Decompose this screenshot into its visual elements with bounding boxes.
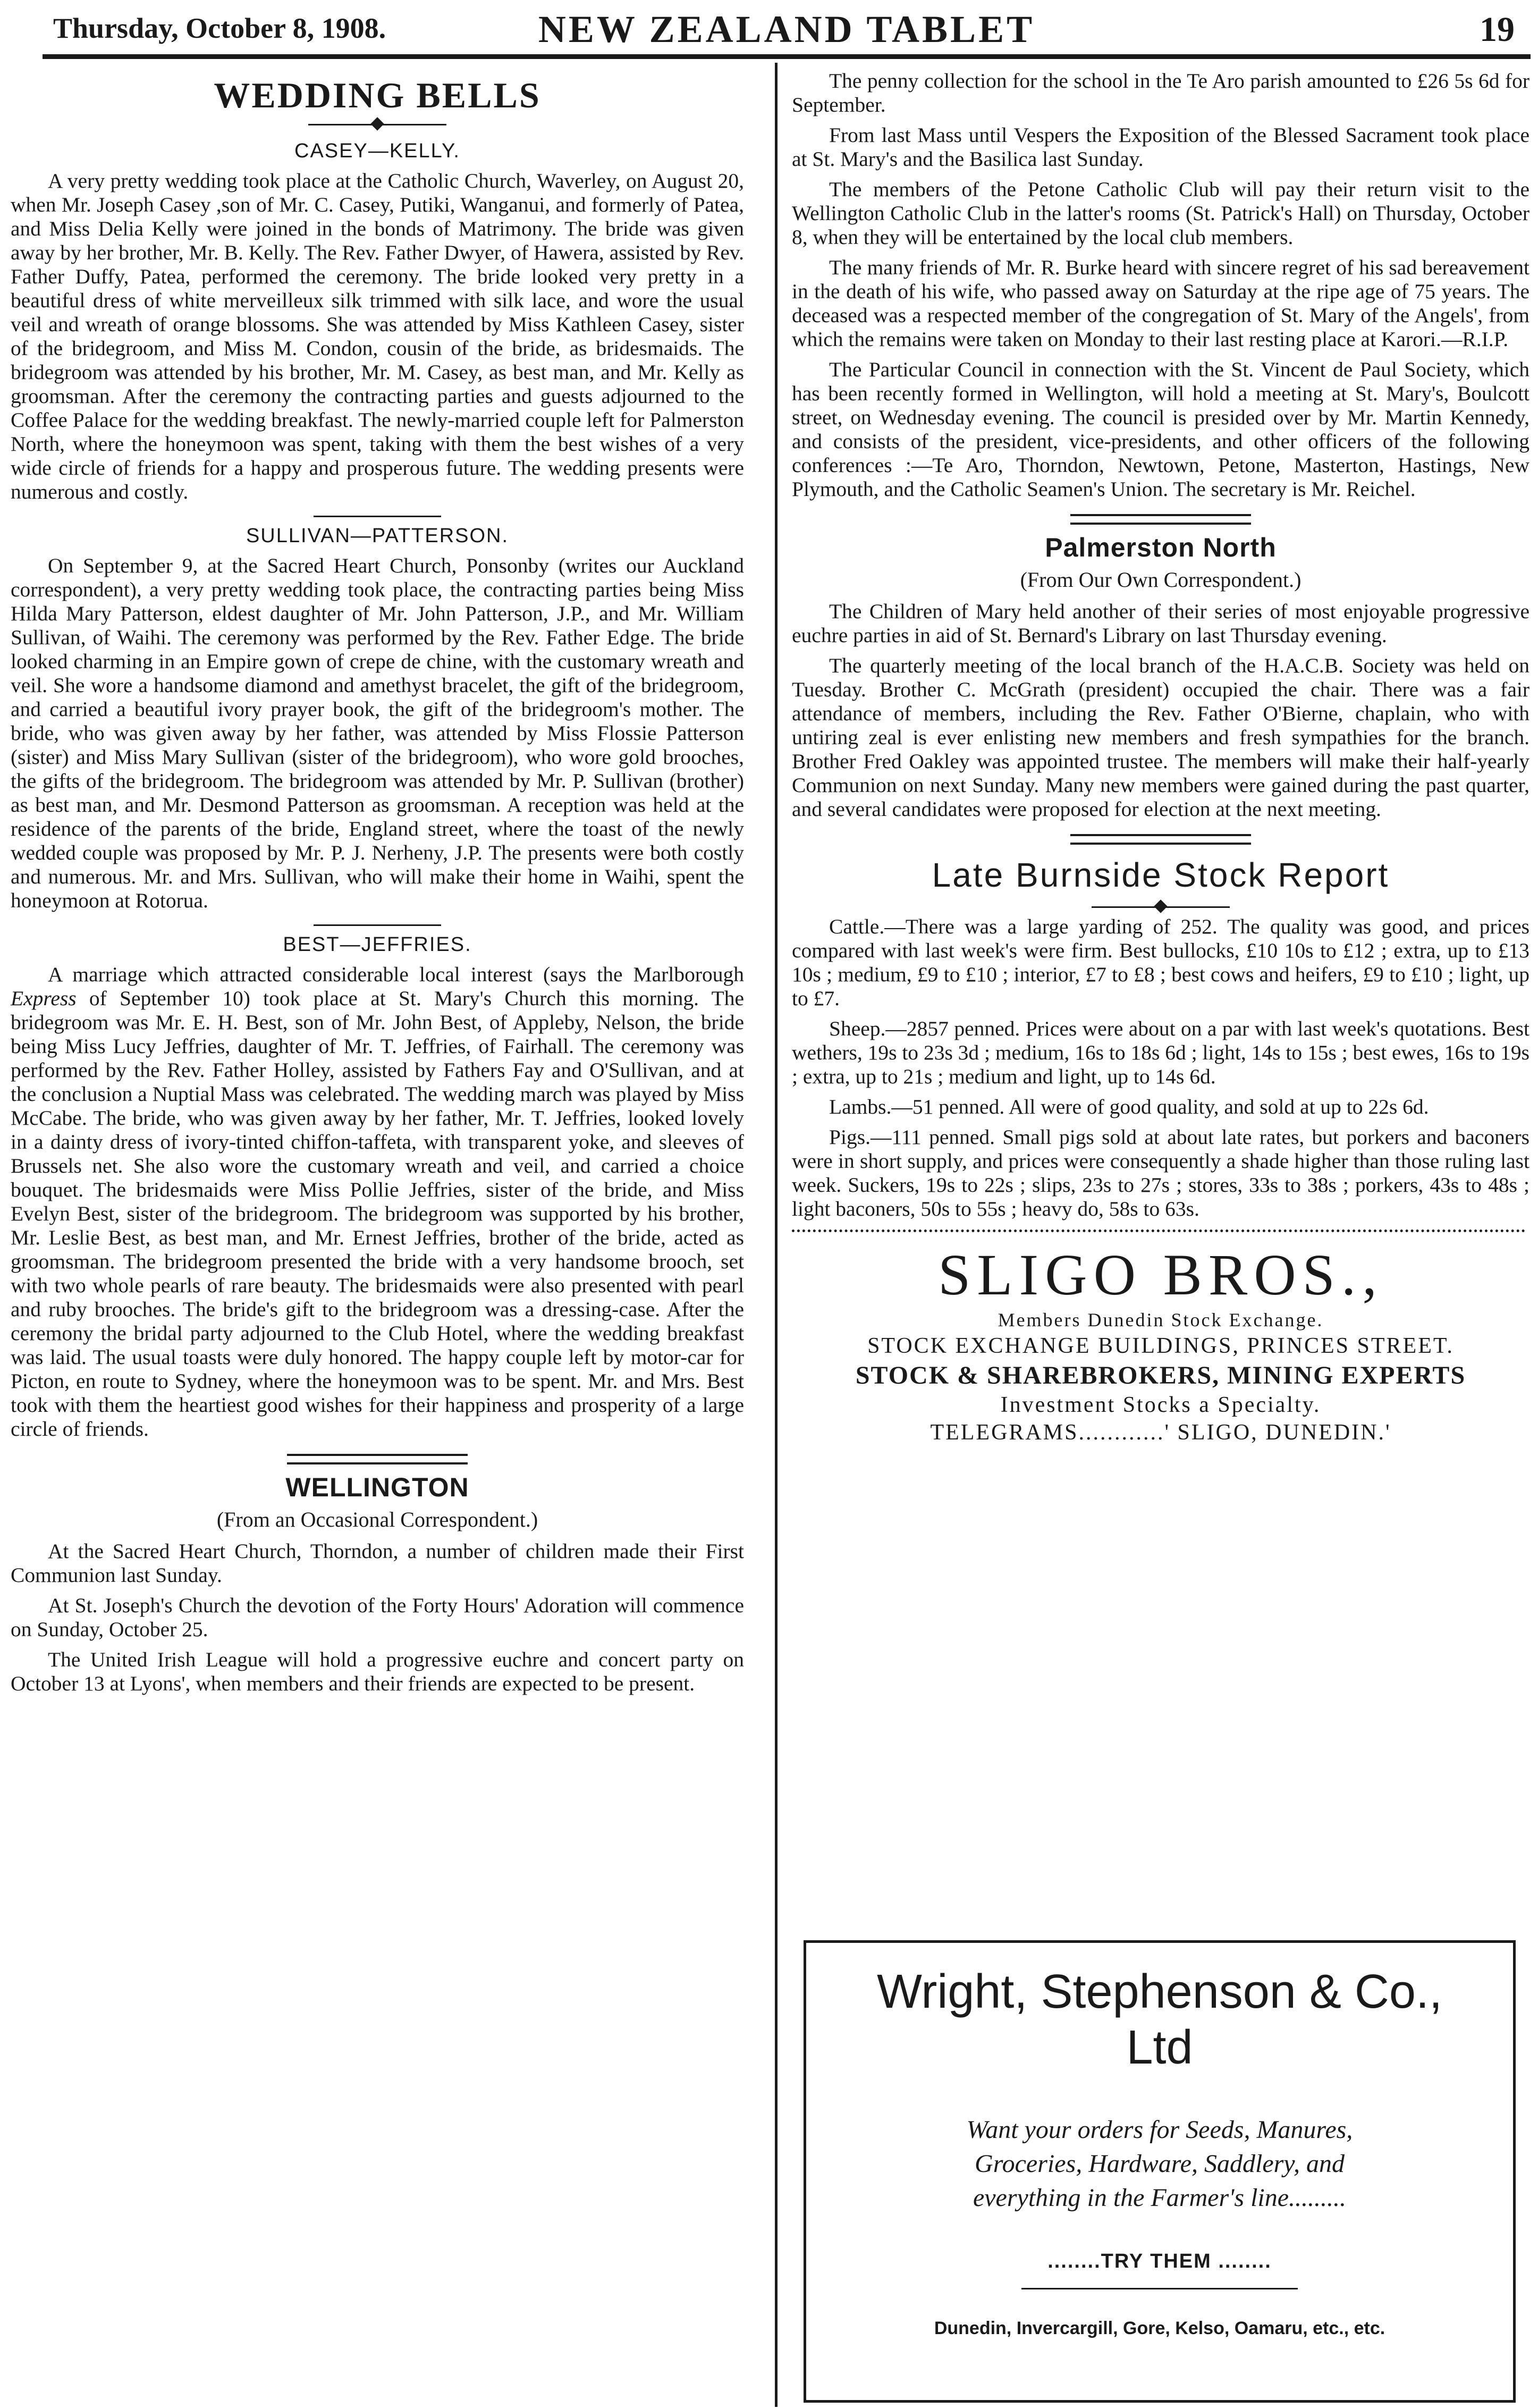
palmerston-paragraph: The quarterly meeting of the local branch of the H.A.C.B. Society was held on Tuesday. Brother C. McGrath (president) occupied the chair. There was a fair attendance of members, including the Rev. Father O'Bierne, chaplain, who with untiring zeal is ever enlisting new members and fresh sympathies for the branch. Brother Fred Oakley was appointed trustee. The members will make their half-yearly Communion on next Sunday. Many new members were gained during the past quarter, and several candidates were proposed for election at the next meeting. — [792, 654, 1529, 821]
right-column — [792, 69, 1529, 2338]
stock-report-paragraph: Sheep.—2857 penned. Prices were about on a par with last week's quotations. Best wethers, 19s to 23s 3d ; medium, 16s to 18s 6d ; light, 14s to 15s ; best ewes, 16s to 19s ; extra, up to 21s ; medium and light, up to 14s 6d. — [792, 1017, 1529, 1088]
newspaper-name-italic: Express — [11, 987, 77, 1010]
best-jeffries-text-b: of September 10) took place at St. Mary's Church this morning. The bridegroom was Mr. E. H. Best, son of Mr. John Best, of Appleby, Nelson, the bride being Miss Lucy Jeffries, daughter of Mr. T. Jeffries, of Fairhall. The ceremony was performed by the Rev. Father Holley, assisted by Fathers Fay and O'Sullivan, and at the conclusion a Nuptial Mass was celebrated. The wedding march was played by Miss McCabe. The bride, who was given away by her father, Mr. T. Jeffries, looked lovely in a dainty dress of ivory-tinted chiffon-taffeta, with transparent yoke, and sleeves of Brussels net. She also wore the customary wreath and veil, and carried a choice bouquet. The bridesmaids were Miss Pollie Jeffries, sister of the bride, and Miss Evelyn Best, sister of the bridegroom. The bridegroom was supported by his brother, Mr. Leslie Best, as best man, and Mr. Ernest Jeffries, brother of the bride, acted as groomsman. The bridegroom presented the bride with a very handsome brooch, set with two whole pearls of rare beauty. The bridesmaids were also presented with pearl and ruby brooches. The bride's gift to the bridegroom was a dressing-case. After the ceremony the bridal party adjourned to the Club Hotel, where the wedding breakfast was laid. The usual toasts were duly honored. The happy couple left by motor-car for Picton, en route to Sydney, where the honeymoon was to be spent. Mr. and Mrs. Best took with them the heartiest good wishes for their happiness and prosperity of a large circle of friends. — [11, 987, 744, 1441]
masthead — [43, 4, 1531, 57]
wellington-paragraph: The United Irish League will hold a progressive euchre and concert party on October 13 at Lyons', when members and their friends are expected to be present. — [11, 1648, 744, 1695]
stock-report-paragraph: Lambs.—51 penned. All were of good quality, and sold at up to 22s 6d. — [829, 1095, 1429, 1118]
palmerston-byline: (From Our Own Correspondent.) — [1020, 568, 1302, 592]
casey-kelly-paragraph: A very pretty wedding took place at the Catholic Church, Waverley, on August 20, when Mr. Joseph Casey ,son of Mr. C. Casey, Putiki, Wanganui, and formerly of Patea, and Miss Delia Kelly were joined in the bonds of Matrimony. The bride was given away by her brother, Mr. B. Kelly. The Rev. Father Dwyer, of Hawera, assisted by Rev. Father Duffy, Patea, performed the ceremony. The bride looked very pretty in a beautiful dress of white merveilleux silk trimmed with silk lace, and wore the usual veil and wreath of orange blossoms. She was attended by Miss Kathleen Casey, sister of the bridegroom, and Miss M. Condon, cousin of the bride, as bridesmaids. The bridegroom was attended by his brother, Mr. M. Casey, as best man, and Mr. Kelly as groomsman. After the ceremony the contracting parties and guests adjourned to the Coffee Palace for the wedding breakfast. The newly-married couple left for Palmerston North, where the honeymoon was spent, taking with them the best wishes of a very wide circle of friends for a happy and prosperous future. The wedding presents were numerous and costly. — [11, 169, 744, 503]
stock-report-paragraph: Pigs.—111 penned. Small pigs sold at about late rates, but porkers and baconers were in short supply, and prices were consequently a shade higher than those ruling last week. Suckers, 19s to 22s ; slips, 23s to 27s ; stores, 33s to 38s ; porkers, 43s to 48s ; light baconers, 50s to 55s ; heavy do, 58s to 63s. — [792, 1125, 1529, 1220]
stock-report-heading: Late Burnside Stock Report — [932, 856, 1390, 894]
sullivan-patterson-subhead: SULLIVAN—PATTERSON. — [246, 525, 509, 547]
sligo-address: STOCK EXCHANGE BUILDINGS, PRINCES STREET. — [867, 1334, 1454, 1358]
wright-stephenson-name — [806, 1964, 1513, 2076]
sligo-telegrams: TELEGRAMS............' SLIGO, DUNEDIN.' — [930, 1420, 1391, 1445]
wright-stephenson-tagline — [806, 2113, 1513, 2215]
heading-ornament — [1092, 899, 1230, 915]
sligo-bros-advertisement — [792, 1243, 1529, 1445]
issue-date: Thursday, October 8, 1908. — [53, 12, 386, 44]
tagline-line: Groceries, Hardware, Saddlery, and — [975, 2150, 1345, 2178]
section-double-rule — [1070, 514, 1251, 525]
sligo-services: STOCK & SHAREBROKERS, MINING EXPERTS — [855, 1361, 1466, 1390]
sligo-bros-name: SLIGO BROS., — [938, 1242, 1383, 1307]
column-divider — [775, 63, 778, 2407]
casey-kelly-subhead: CASEY—KELLY. — [294, 140, 460, 162]
sullivan-patterson-paragraph: On September 9, at the Sacred Heart Church, Ponsonby (writes our Auckland correspondent), a very pretty wedding took place, the contracting parties being Miss Hilda Mary Patterson, eldest daughter of Mr. John Patterson, J.P., and Mr. William Sullivan, of Waihi. The ceremony was performed by the Rev. Father Edge. The bride looked charming in an Empire gown of crepe de chine, with the customary wreath and veil. She wore a handsome diamond and amethyst bracelet, the gift of the bridegroom, and carried a beautiful ivory prayer book, the gift of the bridegroom's mother. The bride, who was given away by her father, was attended by Miss Flossie Patterson (sister) and Miss Mary Sullivan (sister of the bridegroom), who wore gold brooches, the gifts of the bridegroom. The bridegroom was attended by Mr. P. Sullivan (brother) as best man, and Mr. Desmond Patterson as groomsman. A reception was held at the residence of the parents of the bride, England street, where the toast of the newly wedded couple was proposed by Mr. P. J. Nerheny, J.P. The presents were both costly and numerous. Mr. and Mrs. Sullivan, who will make their home in Waihi, spent the honeymoon at Rotorua. — [11, 554, 744, 912]
sligo-membership: Members Dunedin Stock Exchange. — [998, 1309, 1324, 1331]
wellington-paragraph: At St. Joseph's Church the devotion of the Forty Hours' Adoration will commence on Sunday, October 25. — [11, 1594, 744, 1641]
best-jeffries-text-a: A marriage which attracted considerable local interest (says the Marlborough — [48, 963, 744, 986]
masthead-rule — [43, 54, 1531, 59]
stock-report-paragraph: Cattle.—There was a large yarding of 252. The quality was good, and prices compared with last week's were firm. Best bullocks, £10 10s to £12 ; extra, up to £13 10s ; medium, £9 to £10 ; interior, £7 to £8 ; best cows and heifers, £9 to £10 ; light, up to £7. — [792, 915, 1529, 1010]
wellington-byline: (From an Occasional Correspondent.) — [216, 1508, 538, 1531]
wellington-cont-paragraph: The penny collection for the school in the Te Aro parish amounted to £26 5s 6d for September. — [792, 69, 1529, 116]
branch-towns: Dunedin, Invercargill, Gore, Kelso, Oamaru, etc., etc. — [934, 2318, 1385, 2338]
section-rule — [314, 516, 441, 517]
company-name-line: Wright, Stephenson & Co., — [877, 1965, 1442, 2018]
wellington-cont-paragraph: The Particular Council in connection with the St. Vincent de Paul Society, which has been recently formed in Wellington, will hold a meeting at St. Mary's, Boulcott street, on Wednesday evening. The council is presided over by Mr. Martin Kennedy, and consists of the president, vice-presidents, and other officers of the following conferences :—Te Aro, Thorndon, Newtown, Petone, Masterton, Hastings, New Plymouth, and the Catholic Seamen's Union. The secretary is Mr. Reichel. — [792, 358, 1529, 501]
palmerston-paragraph: The Children of Mary held another of their series of most enjoyable progressive euchre parties in aid of St. Bernard's Library on last Thursday evening. — [792, 600, 1529, 647]
section-double-rule — [287, 1454, 468, 1464]
wellington-cont-paragraph: The members of the Petone Catholic Club will pay their return visit to the Wellington Catholic Club in the latter's rooms (St. Patrick's Hall) on Thursday, October 8, when they will be entertained by the local club members. — [792, 178, 1529, 249]
wedding-bells-heading: WEDDING BELLS — [214, 75, 541, 115]
wellington-paragraph: At the Sacred Heart Church, Thorndon, a number of children made their First Communion last Sunday. — [11, 1539, 744, 1587]
ad-rule — [1021, 2288, 1298, 2289]
tagline-line: Want your orders for Seeds, Manures, — [966, 2116, 1353, 2144]
ad-separator — [792, 1230, 1525, 1232]
heading-ornament — [308, 116, 446, 132]
section-double-rule — [1070, 834, 1251, 845]
wellington-cont-paragraph: From last Mass until Vespers the Exposition of the Blessed Sacrament took place at St. Mary's and the Basilica last Sunday. — [792, 123, 1529, 171]
best-jeffries-paragraph — [11, 963, 744, 1441]
wright-stephenson-advertisement — [804, 1940, 1516, 2403]
newspaper-title: NEW ZEALAND TABLET — [538, 8, 1035, 50]
company-suffix-line: Ltd — [1126, 2021, 1193, 2074]
best-jeffries-subhead: BEST—JEFFRIES. — [283, 933, 472, 956]
sligo-specialty: Investment Stocks a Specialty. — [1000, 1393, 1321, 1417]
palmerston-heading: Palmerston North — [1045, 533, 1277, 562]
try-them-line: ........TRY THEM ........ — [1047, 2250, 1272, 2272]
wellington-heading: WELLINGTON — [285, 1472, 469, 1502]
tagline-line: everything in the Farmer's line......... — [973, 2184, 1347, 2212]
left-column — [11, 69, 744, 1702]
wellington-cont-paragraph: The many friends of Mr. R. Burke heard with sincere regret of his sad bereavement in the death of his wife, who passed away on Saturday at the ripe age of 75 years. The deceased was a respected member of the congregation of St. Mary of the Angels', from which the remains were taken on Monday to their last resting place at Karori.—R.I.P. — [792, 256, 1529, 351]
page-number: 19 — [1480, 10, 1515, 49]
section-rule — [314, 924, 441, 926]
